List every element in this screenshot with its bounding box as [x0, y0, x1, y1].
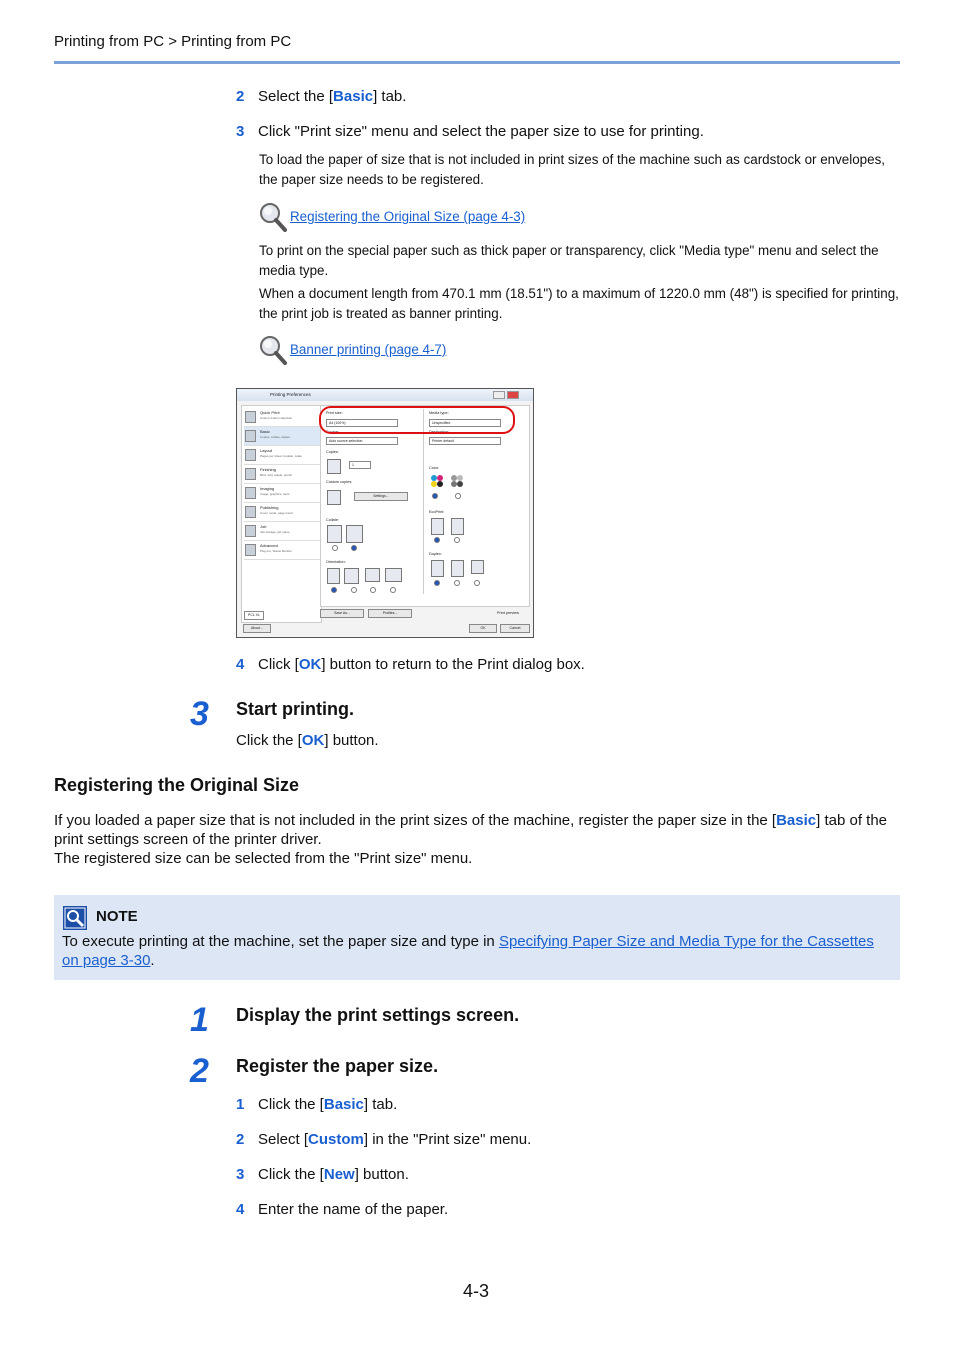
keyword-basic: Basic — [333, 88, 374, 105]
substep-2: 2 Select the [Basic] tab. — [236, 88, 407, 105]
keyword-basic: Basic — [776, 812, 817, 829]
printing-preferences-screenshot — [236, 388, 534, 638]
reference-link-row — [258, 334, 558, 368]
substep-1: 1 Click the [Basic] tab. — [236, 1096, 398, 1113]
substep-4: 4 Click [OK] button to return to the Print dialog box. — [236, 656, 585, 673]
print-size-label: Print size: — [326, 411, 343, 415]
quick-print-icon — [245, 411, 256, 423]
grayscale-radio[interactable] — [455, 493, 461, 499]
link-banner-printing[interactable]: Banner printing (page 4-7) — [290, 342, 447, 357]
duplex-long-icon — [451, 560, 464, 577]
color-label: Color: — [429, 466, 440, 470]
orientation-radio[interactable] — [390, 587, 396, 593]
source-label: Source: — [326, 430, 340, 434]
sidebar-item-finishing[interactable]: Finishing Bind, fold, staple, punch — [244, 465, 320, 484]
magnifier-icon — [258, 201, 288, 233]
destination-label: Destination: — [429, 430, 450, 434]
header-rule — [54, 61, 900, 64]
layout-icon — [245, 449, 256, 461]
dialog-titlebar — [237, 389, 533, 401]
dialog-sidebar — [241, 405, 322, 623]
collate-on-radio[interactable] — [351, 545, 357, 551]
print-preview-checkbox[interactable]: Print preview — [497, 611, 519, 615]
panel-divider — [423, 409, 424, 594]
settings-button[interactable]: Settings... — [354, 492, 408, 501]
ecoprint-on-icon — [451, 518, 464, 535]
note-title: NOTE — [96, 908, 138, 925]
duplex-off-icon — [431, 560, 444, 577]
collate-label: Collate: — [326, 518, 339, 522]
note-paragraph: To load the paper of size that is not included in print sizes of the machine such as cardstock or envelopes, the paper size needs to be registered. — [259, 152, 885, 187]
keyword-custom: Custom — [308, 1131, 364, 1148]
ecoprint-off-icon — [431, 518, 444, 535]
color-radio[interactable] — [432, 493, 438, 499]
substep-3: 3 Click the [New] button. — [236, 1166, 409, 1183]
sidebar-item-basic[interactable]: Basic Copies, collate, duplex — [244, 427, 320, 446]
note-paragraph: To print on the special paper such as thick paper or transparency, click "Media type" menu and select the media type. — [259, 243, 879, 278]
step-number: 3 — [190, 695, 209, 733]
substep-number: 2 — [236, 1131, 245, 1148]
basic-icon — [245, 430, 256, 442]
substep-number: 1 — [236, 1096, 245, 1113]
cancel-button[interactable]: Cancel — [500, 624, 530, 633]
link-registering-original-size[interactable]: Registering the Original Size (page 4-3) — [290, 209, 526, 224]
sidebar-item-imaging[interactable]: Imaging Image, graphics, fonts — [244, 484, 320, 503]
note-paragraph: When a document length from 470.1 mm (18.51") to a maximum of 1220.0 mm (48") is specified for printing, the print job is treated as banner printing. — [259, 286, 899, 321]
orientation-radio[interactable] — [370, 587, 376, 593]
magnifier-icon — [258, 334, 288, 366]
custom-copies-icon — [327, 490, 341, 505]
duplex-radio[interactable] — [474, 580, 480, 586]
reference-link-row — [258, 201, 658, 235]
substep-number: 3 — [236, 1166, 245, 1183]
note-icon — [63, 906, 87, 930]
profiles-button[interactable]: Profiles... — [368, 609, 412, 618]
note-text: To execute printing at the machine, set the paper size and type in Specifying Paper Size and Media Type for the Cassettes on page 3-30. — [62, 933, 874, 969]
section-paragraph: If you loaded a paper size that is not included in the print sizes of the machine, register the paper size in the [Basic] tab of the print settings screen of the printer driver. — [54, 812, 888, 848]
keyword-basic: Basic — [323, 1096, 364, 1113]
uncollated-icon — [327, 525, 342, 543]
keyword-ok: OK — [298, 656, 322, 673]
step-title: Register the paper size. — [236, 1056, 439, 1076]
step-title: Start printing. — [236, 699, 354, 719]
copies-icon — [327, 459, 341, 474]
substep-4: 4 Enter the name of the paper. — [236, 1201, 449, 1218]
portrait-rotated-icon — [344, 568, 359, 584]
advanced-icon — [245, 544, 256, 556]
close-icon — [507, 391, 519, 399]
media-type-label: Media type: — [429, 411, 449, 415]
duplex-radio[interactable] — [434, 580, 440, 586]
source-select[interactable]: Auto source selection — [326, 437, 398, 445]
basic-settings-panel — [320, 405, 530, 607]
step-title: Display the print settings screen. — [236, 1005, 520, 1025]
destination-select[interactable]: Printer default — [429, 437, 501, 445]
duplex-label: Duplex: — [429, 552, 442, 556]
substep-number: 4 — [236, 656, 245, 673]
media-type-select[interactable]: Unspecified — [429, 419, 501, 427]
duplex-short-icon — [471, 560, 484, 574]
ecoprint-label: EcoPrint: — [429, 510, 445, 514]
minimize-icon — [493, 391, 505, 399]
orientation-radio[interactable] — [351, 587, 357, 593]
color-mode-icons — [430, 474, 466, 490]
copies-label: Copies: — [326, 450, 339, 454]
substep-2: 2 Select [Custom] in the "Print size" menu. — [236, 1131, 532, 1148]
step-3-instruction: Click the [OK] button. — [236, 732, 379, 749]
about-button[interactable]: About... — [243, 624, 271, 633]
substep-number: 3 — [236, 123, 245, 140]
duplex-radio[interactable] — [454, 580, 460, 586]
ok-button[interactable]: OK — [469, 624, 497, 633]
imaging-icon — [245, 487, 256, 499]
copies-input[interactable]: 1 — [349, 461, 371, 469]
orientation-radio[interactable] — [331, 587, 337, 593]
sidebar-item-layout[interactable]: Layout Pages per sheet, booklet, scale — [244, 446, 320, 465]
keyword-ok: OK — [301, 732, 325, 749]
save-as-button[interactable]: Save As... — [320, 609, 364, 618]
orientation-label: Orientation: — [326, 560, 346, 564]
section-paragraph-2: The registered size can be selected from the "Print size" menu. — [54, 850, 473, 867]
collated-icon — [346, 525, 363, 543]
custom-copies-label: Custom copies: — [326, 480, 353, 484]
sidebar-item-publishing[interactable]: Publishing Cover mode, page insert — [244, 503, 320, 522]
section-heading: Registering the Original Size — [54, 775, 300, 795]
page-number: 4-3 — [463, 1281, 490, 1301]
sidebar-item-job[interactable]: Job Job storage, job name — [244, 522, 320, 541]
breadcrumb: Printing from PC > Printing from PC — [54, 33, 292, 50]
dialog-title: Printing Preferences — [270, 392, 311, 397]
step-number: 1 — [190, 1001, 209, 1039]
sidebar-item-advanced[interactable]: Advanced Plug-ins, Status Monitor — [244, 541, 320, 560]
link-specifying-paper-size[interactable]: Specifying Paper Size and Media Type for the Cassettes on page 3-30 — [62, 933, 874, 969]
ecoprint-on-radio[interactable] — [454, 537, 460, 543]
finishing-icon — [245, 468, 256, 480]
substep-number: 4 — [236, 1201, 245, 1218]
ecoprint-off-radio[interactable] — [434, 537, 440, 543]
step-number: 2 — [190, 1052, 209, 1090]
print-size-select[interactable]: A4 (100%) — [326, 419, 398, 427]
note-box — [54, 895, 900, 980]
substep-3: 3 Click "Print size" menu and select the paper size to use for printing. — [236, 123, 704, 140]
portrait-icon — [327, 568, 340, 584]
job-icon — [245, 525, 256, 537]
collate-off-radio[interactable] — [332, 545, 338, 551]
substep-number: 2 — [236, 88, 245, 105]
highlight-ring — [319, 406, 515, 434]
landscape-rotated-icon — [385, 568, 402, 582]
publishing-icon — [245, 506, 256, 518]
keyword-new: New — [323, 1166, 355, 1183]
landscape-icon — [365, 568, 380, 582]
pcl-xl-badge: PCL XL — [244, 611, 264, 620]
sidebar-item-quick-print[interactable]: Quick Print Custom button selection — [244, 408, 320, 427]
